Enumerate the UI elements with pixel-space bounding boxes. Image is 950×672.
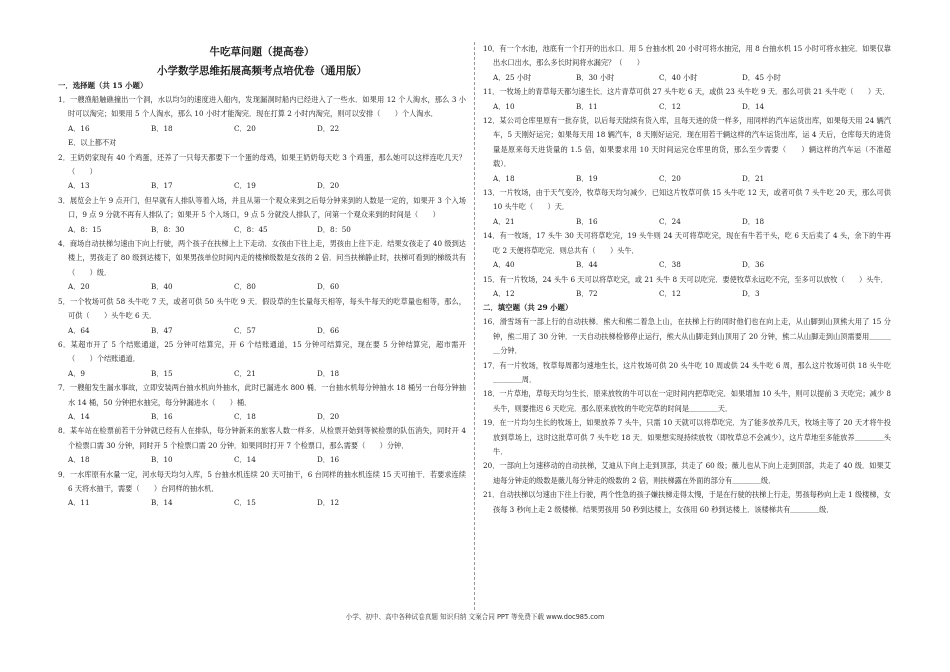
option: A．14 xyxy=(68,411,90,421)
question-text: 11．一牧场上的青草每天都匀速生长．这片青草可供 27 头牛吃 6 天，或供 23 头牛吃 9 天．那么可供 21 头牛吃（ ）天． xyxy=(483,87,890,97)
option: D．60 xyxy=(317,282,340,292)
option: A．8：15 xyxy=(68,224,102,234)
option: B．40 xyxy=(151,282,173,292)
option-row xyxy=(483,215,891,229)
section-heading-fill: 二．填空题（共 29 小题） xyxy=(483,303,573,313)
option-row xyxy=(58,122,466,136)
option: C．20 xyxy=(659,173,681,183)
option-row xyxy=(58,324,466,338)
option-row xyxy=(58,179,466,193)
option: B．14 xyxy=(151,498,173,508)
option: B．11 xyxy=(576,101,598,111)
option: A．18 xyxy=(493,173,515,183)
option: A．10 xyxy=(493,101,515,111)
left-column xyxy=(58,42,466,511)
option: B．16 xyxy=(151,411,173,421)
right-question-list xyxy=(483,42,891,301)
option-row xyxy=(483,287,891,301)
option: C．21 xyxy=(234,368,256,378)
option: A．20 xyxy=(68,282,90,292)
question-text: 7．一艘船发生漏水事故，立即安装两台抽水机向外抽水，此时已漏进水 800 桶．一台抽水机每分钟抽水 18 桶另一台每分钟抽水 14 桶，50 分钟把水抽完，每分钟漏进水（ ）桶． xyxy=(58,383,466,407)
option: A．25 小时 xyxy=(493,72,532,82)
option: B．44 xyxy=(576,260,598,270)
footer-text: 小学、初中、高中各种试卷真题 知识归纳 文案合同 PPT 等免费下载 www.doc985.com xyxy=(345,613,605,621)
option: B．18 xyxy=(151,123,173,133)
option-row xyxy=(483,172,891,186)
column-divider xyxy=(474,42,475,610)
option: C．18 xyxy=(234,411,256,421)
question-text: 14．有一牧场，17 头牛 30 天可将草吃完，19 头牛则 24 天可将草吃完，现在有牛若干头，吃 6 天后卖了 4 头，余下的牛再吃 2 天便将草吃完．则总共有（ ）头牛． xyxy=(483,231,891,255)
option: C．19 xyxy=(234,181,256,191)
option: B．8：30 xyxy=(151,224,185,234)
option: D．18 xyxy=(742,216,765,226)
option: D．20 xyxy=(317,411,340,421)
option: C．14 xyxy=(234,455,256,465)
option: A．40 xyxy=(493,260,515,270)
question-text: 5．一个牧场可供 58 头牛吃 7 天，或者可供 50 头牛吃 9 天．假设草的生长量每天相等，每头牛每天的吃草量也相等，那么，可供（ ）头牛吃 6 天． xyxy=(58,296,466,321)
option-row xyxy=(58,496,466,510)
question-text: 3．展览会上午 9 点开门，但早就有人排队等着入场，并且从第一个观众来到之后每分钟来到的人数是一定的，如果开 3 个入场口，9 点 9 分就不再有人排队了；如果开 5 个入场口，9 点 5 分就没人排队了，问第一个观众来到的时间是（ ） xyxy=(58,195,466,220)
question-text: 15．有一片牧场，24 头牛 6 天可以将草吃完，或 21 头牛 8 天可以吃完．要使牧草永远吃不完，至多可以放牧（ ）头牛． xyxy=(483,274,888,284)
question-text: 2．王奶奶家现有 40 个鸡蛋，还养了一只每天都要下一个蛋的母鸡，如果王奶奶每天吃 3 个鸡蛋，那么她可以这样连吃几天？（ ） xyxy=(58,152,466,177)
option-row xyxy=(58,453,466,467)
left-question-list xyxy=(58,93,466,511)
question-text: 4．商场自动扶梯匀速由下向上行驶，两个孩子在扶梯上上下走动．女孩由下往上走，男孩由上往下走．结果女孩走了 40 级到达楼上，男孩走了 80 级到达楼下，如果男孩单位时间内走的楼梯级数是女孩的 2 倍．问当扶梯静止时，扶梯可看到的梯级共有（ ）级． xyxy=(58,239,466,277)
option-row xyxy=(58,367,466,381)
option: D．18 xyxy=(317,368,340,378)
option: B．30 小时 xyxy=(576,72,615,82)
option: D．20 xyxy=(317,181,340,191)
option: C．12 xyxy=(659,101,681,111)
option: D．36 xyxy=(742,260,765,270)
option: B．15 xyxy=(151,368,173,378)
option: B．72 xyxy=(576,288,598,298)
question-text: 13．一片牧场，由于天气变冷，牧草每天均匀减少．已知这片牧草可供 15 头牛吃 12 天，或者可供 7 头牛吃 20 天，那么可供 10 头牛吃（ ）天． xyxy=(483,188,891,212)
option: A．64 xyxy=(68,325,90,335)
option: C．57 xyxy=(234,325,256,335)
option: C．38 xyxy=(659,260,681,270)
fill-question-text: 21．自动扶梯以匀速由下往上行驶，两个性急的孩子嫌扶梯走得太慢，于是在行驶的扶梯上行走，男孩每秒向上走 1 级楼梯，女孩每 3 秒向上走 2 级楼梯．结果男孩用 50 秒到达楼上，女孩用 60 秒到达楼上．该楼梯共有＿＿＿＿级． xyxy=(483,490,891,514)
option: B．16 xyxy=(576,216,598,226)
option-row xyxy=(483,100,891,114)
option: C．12 xyxy=(659,288,681,298)
question-text: 12．某公司仓库里原有一批存货，以后每天陆续有货入库，且每天进的货一样多，用同样的汽车运货出库，如果每天用 24 辆汽车，5 天刚好运完；如果每天用 18 辆汽车，8 天刚好运完．现在用若干辆这样的汽车运货出库，运 4 天后，仓库每天的进货量是原来每天进货量的 1.5 倍，如果要求用 10 天时间运完仓库里的货，那么至少需要（ ）辆这样的汽车运（不准超载）． xyxy=(483,116,891,169)
option-row xyxy=(58,223,466,237)
option: C．20 xyxy=(234,123,256,133)
option: D．14 xyxy=(742,101,765,111)
option: A．18 xyxy=(68,455,90,465)
option-extra: E．以上都不对 xyxy=(68,138,117,148)
option: D．12 xyxy=(317,498,340,508)
fill-question-text: 17．有一片牧场，牧草每周都匀速地生长，这片牧场可供 20 头牛吃 10 周或供 24 头牛吃 6 周，那么这片牧场可供 18 头牛吃＿＿＿＿周． xyxy=(483,360,891,384)
option: A．16 xyxy=(68,123,90,133)
option: B．19 xyxy=(576,173,598,183)
option: A．13 xyxy=(68,181,90,191)
section-heading-choice: 一．选择题（共 15 小题） xyxy=(58,81,148,90)
question-text: 9．一水库原有水量一定，河水每天均匀入库，5 台抽水机连续 20 天可抽干，6 台同样的抽水机连续 15 天可抽干．若要求连续 6 天将水抽干，需要（ ）台同样的抽水机． xyxy=(58,469,466,493)
right-column xyxy=(483,42,891,517)
option: D．16 xyxy=(317,455,340,465)
question-text: 6．某超市开了 5 个结账通道，25 分钟可结算完，开 6 个结账通道，15 分钟可结算完，现在要 5 分钟结算完，超市需开（ ）个结账通道． xyxy=(58,339,466,364)
fill-question-text: 19．在一片均匀生长的牧场上，如果放养 7 头牛，只需 10 天就可以将草吃完．为了能多放养几天，牧场主等了 20 天才将牛投放到草场上，这时这批草可供 7 头牛吃 18 天．如果想实现持续放牧（即牧草总不会减少），这片草地至多能放养＿＿＿＿头牛． xyxy=(483,418,891,456)
option: C．15 xyxy=(234,498,256,508)
option: A．21 xyxy=(493,216,515,226)
option: C．80 xyxy=(234,282,256,292)
option: D．3 xyxy=(742,288,760,298)
option: A．9 xyxy=(68,368,85,378)
question-text: 10．有一个水池，池底有一个打开的出水口．用 5 台抽水机 20 小时可将水抽完，用 8 台抽水机 15 小时可将水抽完．如果仅靠出水口出水，那么多长时间将水漏完？（ ） xyxy=(483,44,891,68)
option: C．40 小时 xyxy=(659,72,698,82)
option-row xyxy=(483,258,891,272)
question-text: 1．一艘渔船触礁撞出一个洞，水以均匀的速度进入船内，发现漏洞时船内已经进入了一些水．如果用 12 个人淘水，那么 3 小时可以淘完；如果用 5 个人淘水，那么 10 小时才能淘完．现在打算 2 小时内淘完，则可以安排（ ）个人淘水． xyxy=(58,95,466,119)
option: D．66 xyxy=(317,325,340,335)
fill-question-text: 18．一片草地，草每天均匀生长．原来放牧的牛可以在一定时间内把草吃完．如果增加 10 头牛，则可以提前 3 天吃完；减少 8 头牛，则要推迟 6 天吃完．那么原来放牧的牛吃完草的时间是＿＿＿＿天． xyxy=(483,389,891,413)
option: D．21 xyxy=(742,173,765,183)
option: B．10 xyxy=(151,455,173,465)
fill-question-text: 16．滑雪场有一部上行的自动扶梯．熊大和熊二着急上山，在扶梯上行的同时他们也在向上走，从山脚到山顶熊大用了 15 分钟，熊二用了 30 分钟．一天自动扶梯检修停止运行，熊大从山脚走到山顶用了 20 分钟，熊二从山脚走到山顶需要用＿＿＿＿分钟． xyxy=(483,317,891,356)
option: B．47 xyxy=(151,325,173,335)
option: D．8：50 xyxy=(317,224,351,234)
fill-question-list xyxy=(483,315,891,517)
option-row xyxy=(58,410,466,424)
option: B．17 xyxy=(151,181,173,191)
fill-question-text: 20．一部向上匀速移动的自动扶梯，艾迪从下向上走到顶部，共走了 60 级；薇儿也从下向上走到顶部，共走了 40 级．如果艾迪每分钟走的级数是薇儿每分钟走的级数的 2 倍，则扶梯露在外面的部分有＿＿＿＿级． xyxy=(483,461,891,485)
option: A．11 xyxy=(68,498,90,508)
option-row xyxy=(483,71,891,85)
option: C．8：45 xyxy=(234,224,268,234)
doc-title: 牛吃草问题（提高卷） xyxy=(209,46,315,58)
option: D．45 小时 xyxy=(742,72,781,82)
option-row xyxy=(58,280,466,294)
option: D．22 xyxy=(317,123,340,133)
question-text: 8．某车站在检票前若干分钟就已经有人在排队，每分钟新来的旅客人数一样多．从检票开始到等候检票的队伍消失，同时开 4 个检票口需 30 分钟，同时开 5 个检票口需 20 分钟．如果同时打开 7 个检票口，那么需要（ ）分钟． xyxy=(58,426,466,450)
option: A．12 xyxy=(493,288,515,298)
option: C．24 xyxy=(659,216,681,226)
doc-subtitle: 小学数学思维拓展高频考点培优卷（通用版） xyxy=(157,65,367,77)
